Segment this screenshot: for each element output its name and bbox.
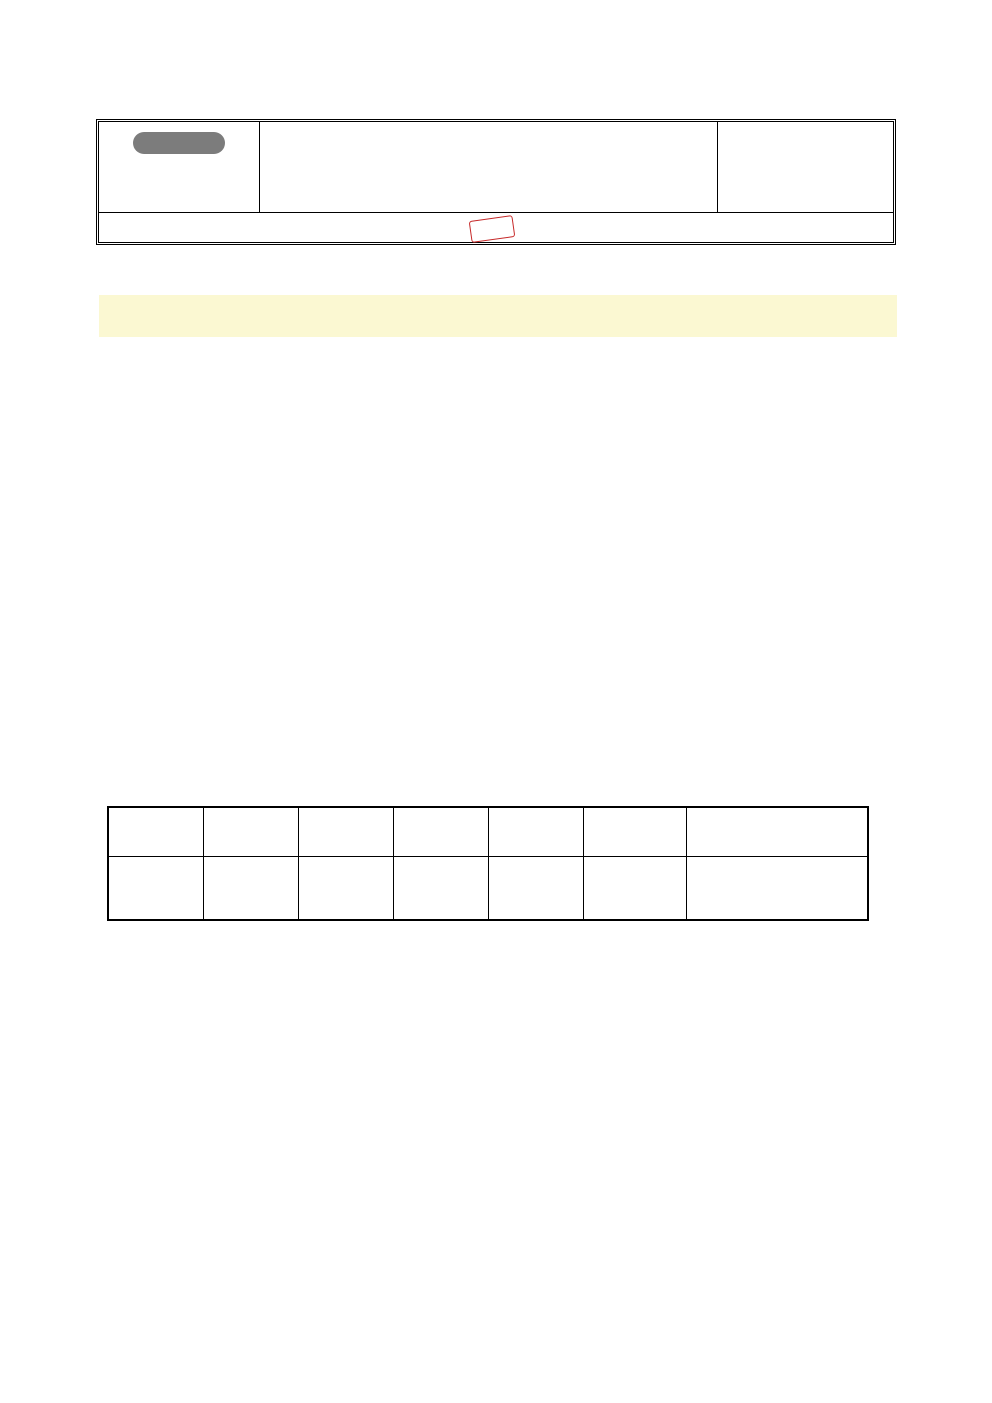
newsletter-title xyxy=(260,122,716,212)
cell-essay xyxy=(489,857,584,921)
col-header xyxy=(584,807,687,857)
cell-chinese xyxy=(108,857,204,921)
results-table xyxy=(107,806,869,921)
notice-title xyxy=(99,295,897,337)
col-header xyxy=(489,807,584,857)
motto-tag xyxy=(133,132,225,154)
school-slogan xyxy=(99,213,893,244)
col-header xyxy=(687,807,869,857)
innovation-school-badge-icon xyxy=(469,215,516,243)
cell-coding xyxy=(299,857,394,921)
cell-table-tennis xyxy=(394,857,489,921)
col-header xyxy=(204,807,299,857)
cell-drawing xyxy=(204,857,299,921)
department-info xyxy=(717,122,893,212)
title-band-bottom-stripe xyxy=(99,337,897,345)
newsletter-header xyxy=(96,119,896,245)
title-band-top-stripe xyxy=(99,287,897,295)
col-header xyxy=(108,807,204,857)
table-row xyxy=(108,857,868,921)
col-header xyxy=(299,807,394,857)
cell-badminton xyxy=(584,857,687,921)
table-header-row xyxy=(108,807,868,857)
cell-etc xyxy=(687,857,869,921)
col-header xyxy=(394,807,489,857)
school-motto xyxy=(99,122,260,212)
header-top-row xyxy=(99,122,893,213)
